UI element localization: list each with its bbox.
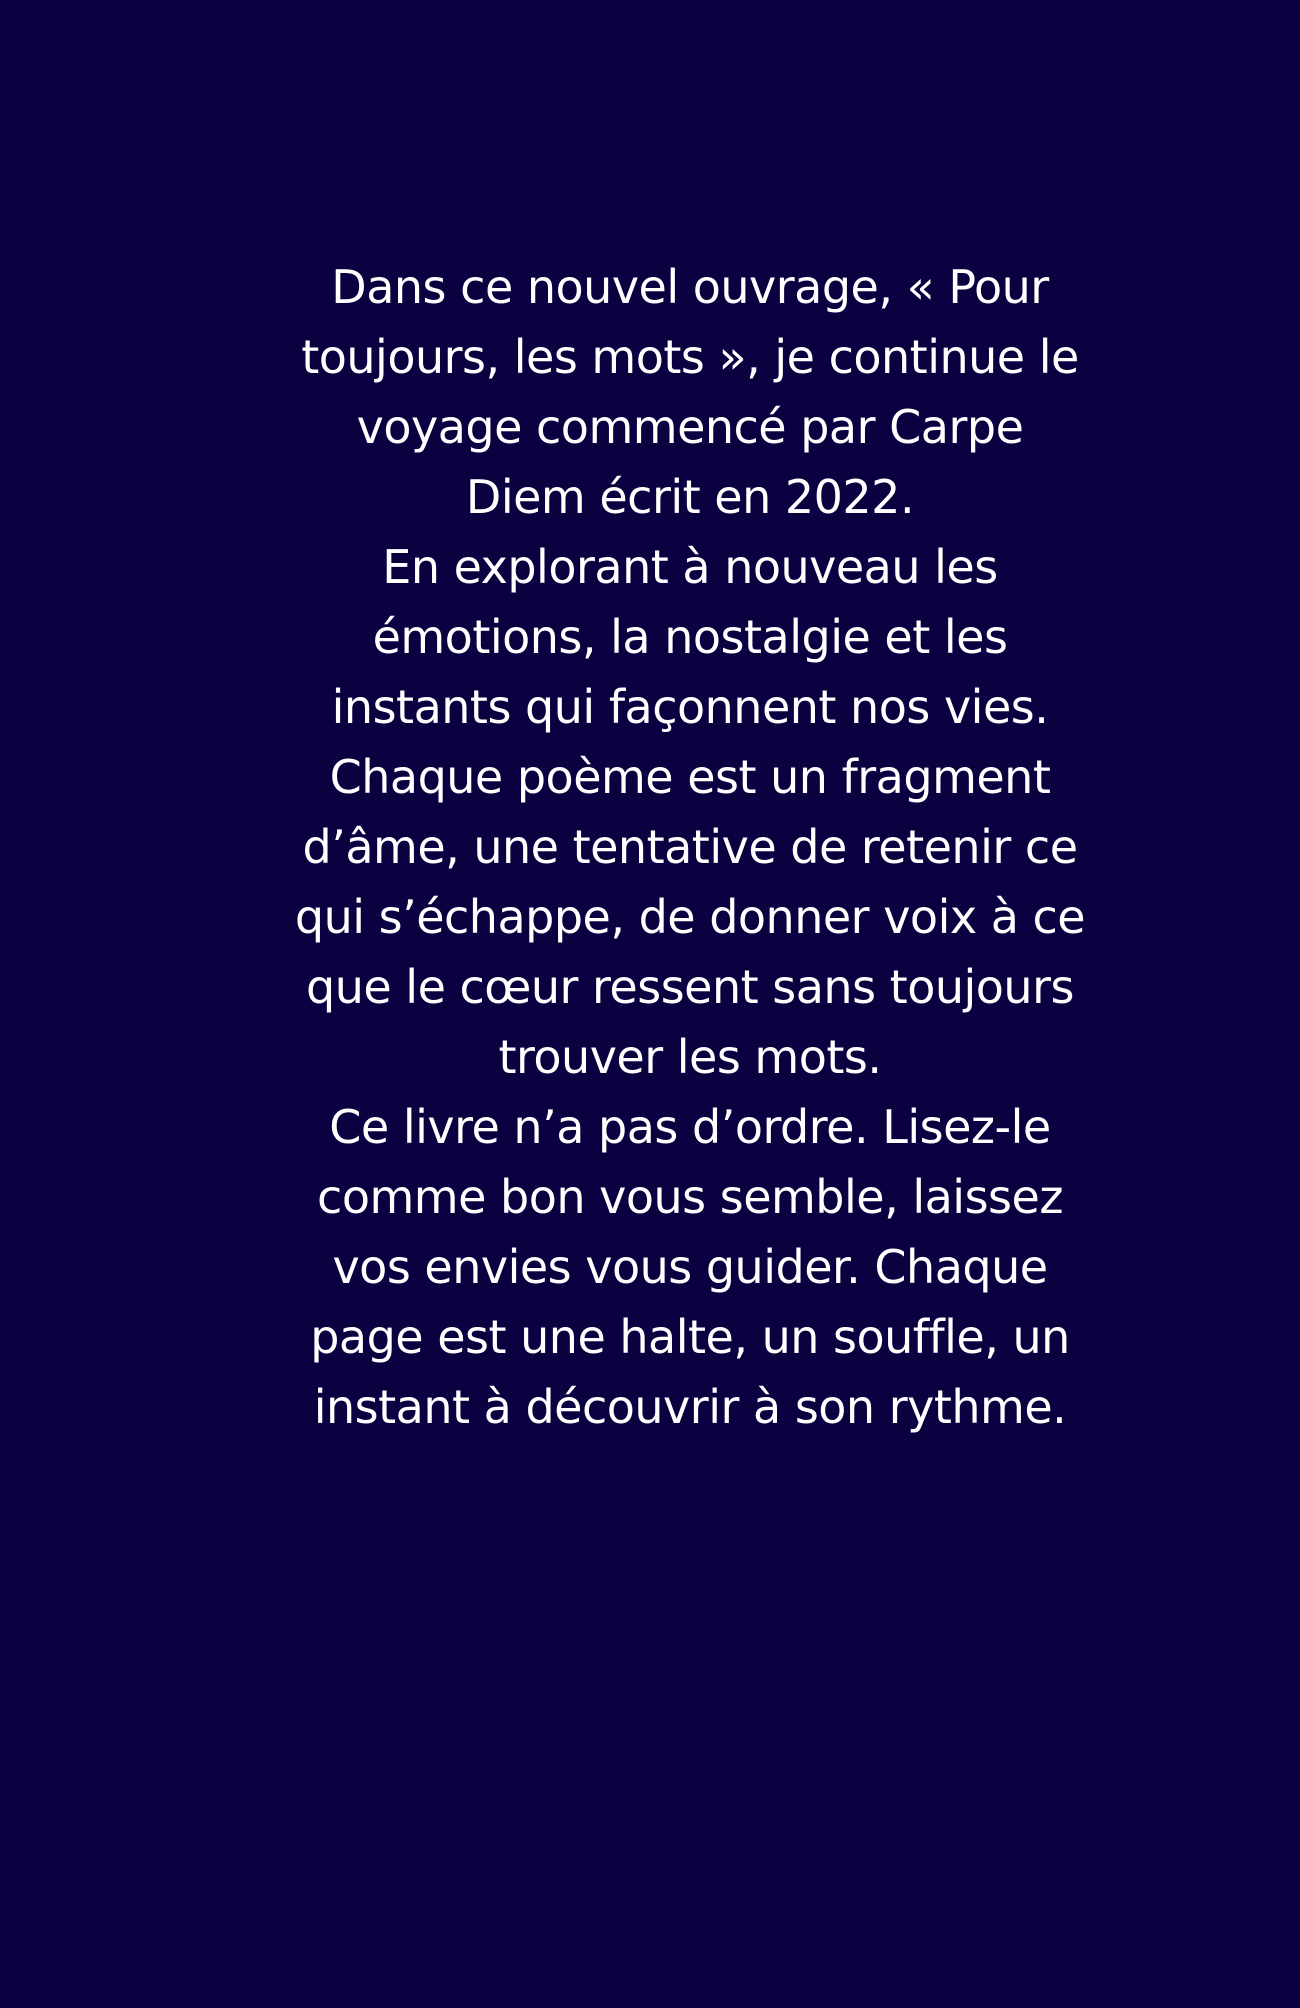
- text-line: instants qui façonnent nos vies.: [331, 680, 1049, 734]
- text-line: vos envies vous guider. Chaque: [332, 1240, 1048, 1294]
- text-line: toujours, les mots », je continue le: [301, 330, 1079, 384]
- text-line: voyage commencé par Carpe: [356, 400, 1024, 454]
- text-line: En explorant à nouveau les: [382, 540, 998, 594]
- text-line: comme bon vous semble, laissez: [317, 1170, 1063, 1224]
- body-text: [240, 252, 1140, 1442]
- text-line: instant à découvrir à son rythme.: [313, 1380, 1067, 1434]
- text-line: trouver les mots.: [498, 1030, 882, 1084]
- text-line: émotions, la nostalgie et les: [372, 610, 1008, 664]
- text-line: Ce livre n’a pas d’ordre. Lisez-le: [329, 1100, 1051, 1154]
- text-line: Diem écrit en 2022.: [465, 470, 915, 524]
- text-line: qui s’échappe, de donner voix à ce: [294, 890, 1086, 944]
- text-line: Chaque poème est un fragment: [329, 750, 1051, 804]
- text-line: page est une halte, un souffle, un: [310, 1310, 1070, 1364]
- text-line: que le cœur ressent sans toujours: [306, 960, 1074, 1014]
- text-line: d’âme, une tentative de retenir ce: [302, 820, 1078, 874]
- text-line: Dans ce nouvel ouvrage, « Pour: [331, 260, 1049, 314]
